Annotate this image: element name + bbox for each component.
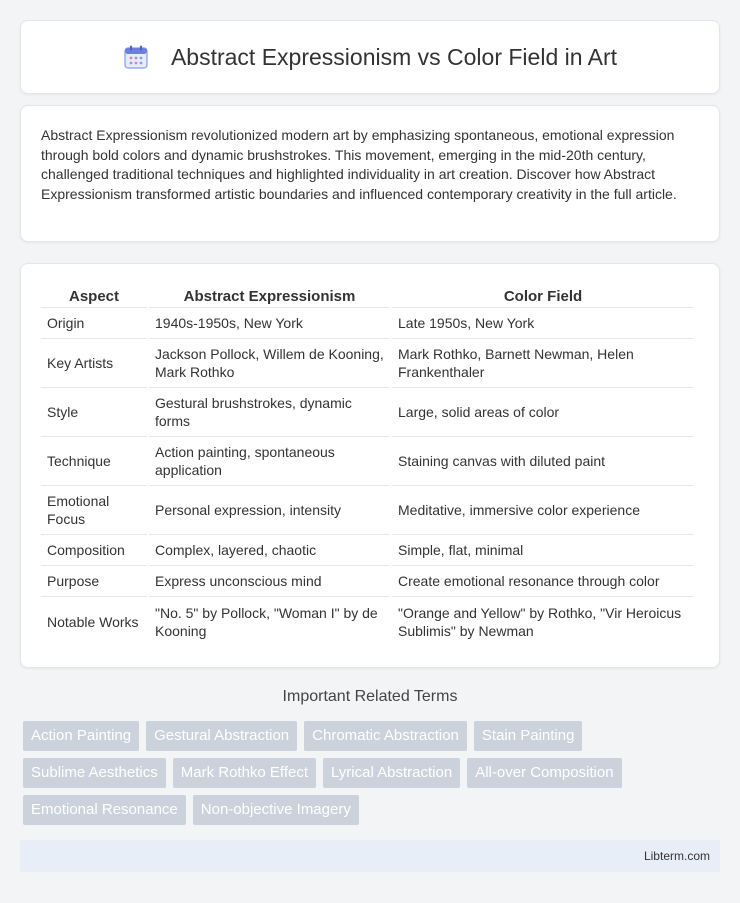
row-abstract-expressionism: 1940s-1950s, New York [149,308,390,339]
related-term-tag[interactable]: Non-objective Imagery [193,795,359,825]
comparison-table [39,283,696,646]
footer [20,840,720,872]
related-terms-list [23,721,713,825]
table-row [41,339,694,388]
table-row [41,597,694,646]
row-aspect: Emotional Focus [41,486,147,535]
row-abstract-expressionism: Gestural brushstrokes, dynamic forms [149,388,390,437]
row-aspect: Purpose [41,566,147,597]
row-color-field: Late 1950s, New York [392,308,694,339]
row-aspect: Composition [41,535,147,566]
header-aspect: Aspect [41,283,147,308]
related-term-tag[interactable]: Emotional Resonance [23,795,186,825]
row-abstract-expressionism: Complex, layered, chaotic [149,535,390,566]
row-aspect: Technique [41,437,147,486]
row-abstract-expressionism: Personal expression, intensity [149,486,390,535]
comparison-table-card [20,263,720,668]
footer-site-link[interactable]: Libterm.com [643,849,710,863]
row-abstract-expressionism: "No. 5" by Pollock, "Woman I" by de Kooning [155,604,378,639]
header-card [20,20,720,94]
row-color-field: Create emotional resonance through color [392,566,694,597]
row-color-field: "Orange and Yellow" by Rothko, "Vir Heroicus Sublimis" by Newman [398,604,682,639]
table-row [41,535,694,566]
header-color-field: Color Field [392,283,694,308]
row-color-field: Staining canvas with diluted paint [392,437,694,486]
related-term-tag[interactable]: Gestural Abstraction [146,721,297,751]
intro-text: Abstract Expressionism revolutionized modern art by emphasizing spontaneous, emotional expression through bold colors and dynamic brushstrokes. This movement, emerging in the mid-20th century, challenged traditional techniques and highlighted individuality in art creation. Discover how Abstract Expressionism transformed artistic boundaries and influenced contemporary creativity in the full article. [41,127,677,202]
table-row [41,388,694,437]
header-abstract-expressionism: Abstract Expressionism [149,283,390,308]
related-term-tag[interactable]: Sublime Aesthetics [23,758,166,788]
related-term-tag[interactable]: Stain Painting [474,721,583,751]
row-aspect: Key Artists [41,339,147,388]
row-aspect: Notable Works [47,613,139,630]
related-term-tag[interactable]: All-over Composition [467,758,621,788]
row-color-field: Mark Rothko, Barnett Newman, Helen Frankenthaler [392,339,694,388]
row-abstract-expressionism: Express unconscious mind [149,566,390,597]
row-color-field: Meditative, immersive color experience [392,486,694,535]
table-header-row [41,283,694,308]
row-color-field: Simple, flat, minimal [392,535,694,566]
related-term-tag[interactable]: Chromatic Abstraction [304,721,467,751]
table-row [41,486,694,535]
calendar-icon [123,44,149,70]
row-aspect: Style [41,388,147,437]
related-term-tag[interactable]: Mark Rothko Effect [173,758,316,788]
intro-card [20,105,720,242]
row-abstract-expressionism: Action painting, spontaneous application [149,437,390,486]
row-aspect: Origin [41,308,147,339]
related-terms-title: Important Related Terms [282,688,458,705]
table-row [41,308,694,339]
related-term-tag[interactable]: Action Painting [23,721,139,751]
related-term-tag[interactable]: Lyrical Abstraction [323,758,460,788]
row-abstract-expressionism: Jackson Pollock, Willem de Kooning, Mark Rothko [149,339,390,388]
table-row [41,566,694,597]
table-row [41,437,694,486]
row-color-field: Large, solid areas of color [392,388,694,437]
page-title: Abstract Expressionism vs Color Field in Art [170,43,618,70]
